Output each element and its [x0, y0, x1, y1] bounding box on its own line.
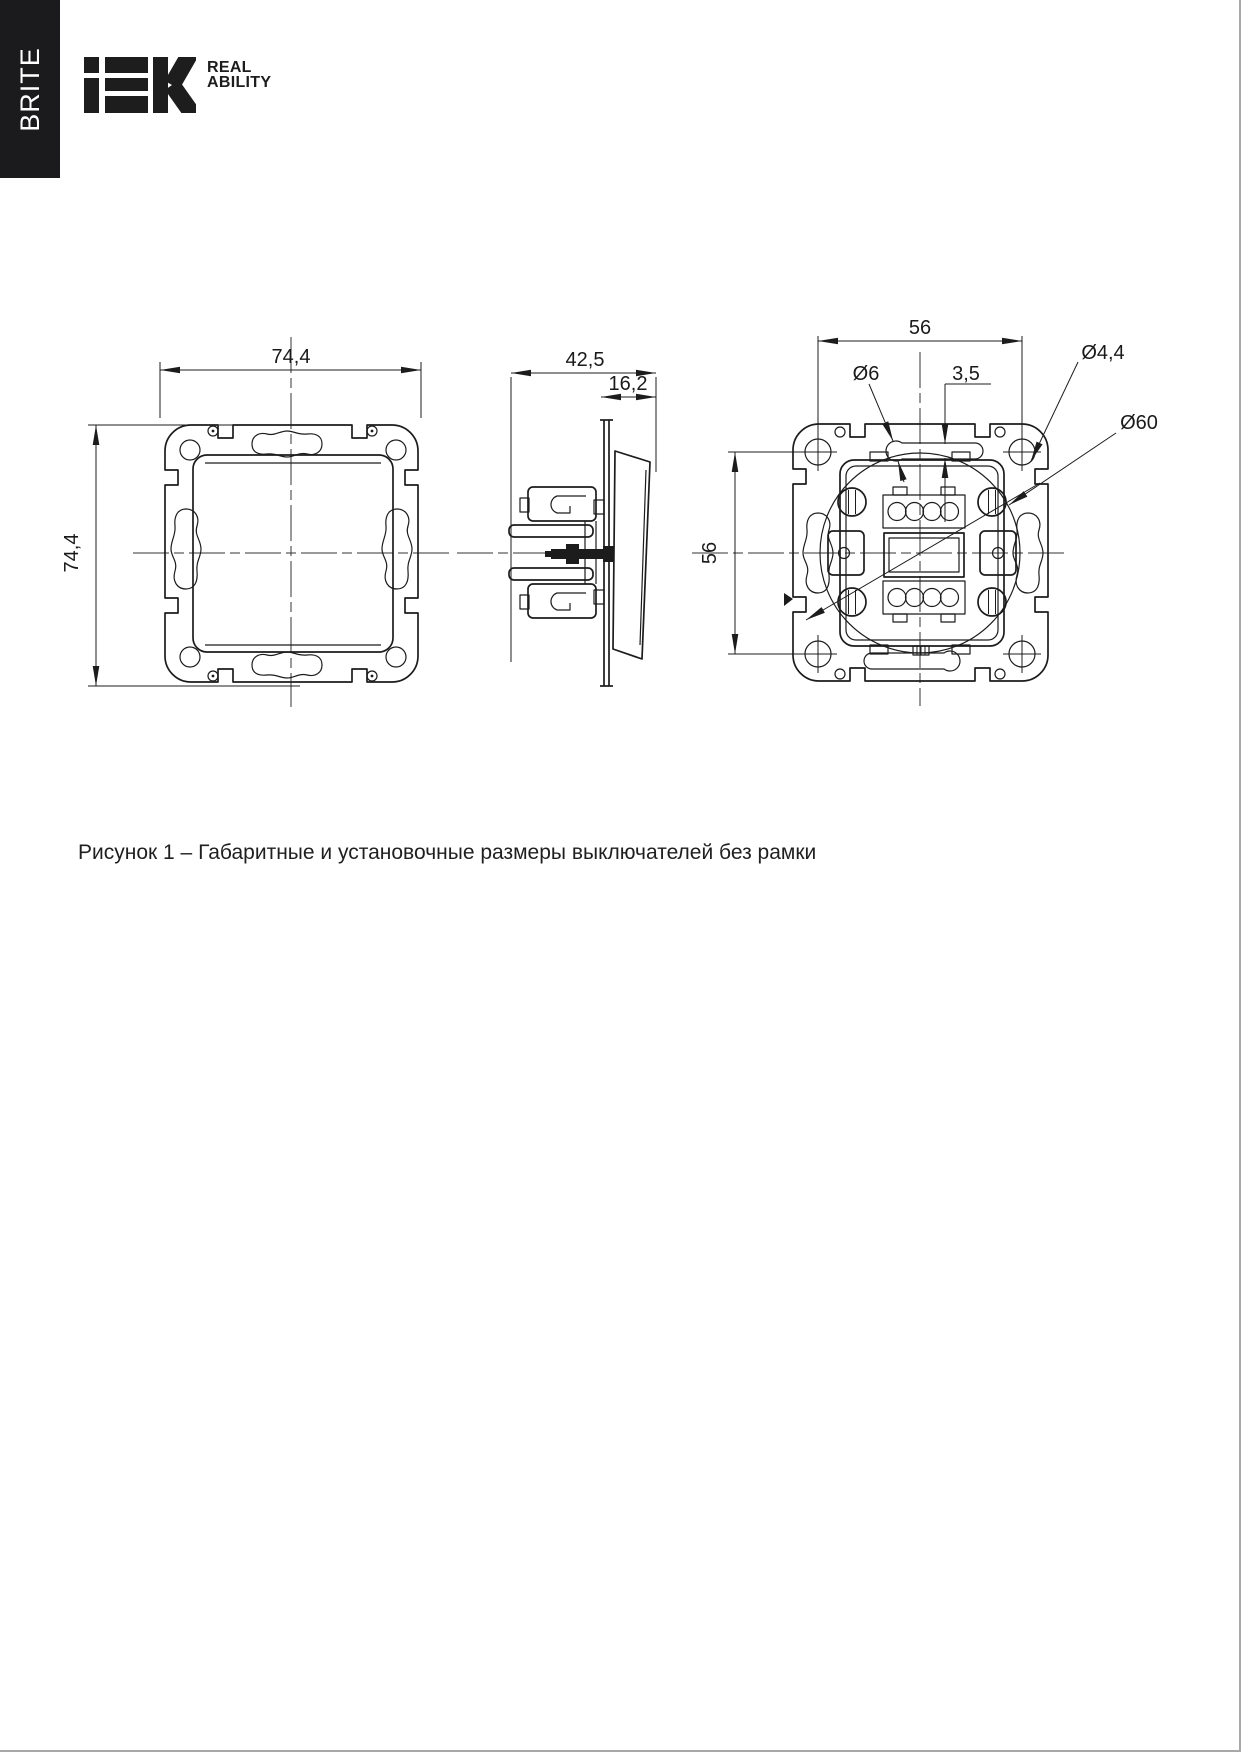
- back-screw-hole-label: Ø4,4: [1081, 342, 1125, 364]
- figure-caption: Рисунок 1 – Габаритные и установочные размеры выключателей без рамки: [78, 841, 817, 864]
- mechanism-central-window: [884, 533, 964, 577]
- back-hole-dia-callout: [853, 363, 904, 482]
- back-screw-hole-callout: [1031, 342, 1125, 461]
- front-height-label: 74,4: [61, 533, 83, 573]
- back-hole-dia-label: Ø6: [852, 363, 880, 385]
- header-logo-area: [84, 57, 404, 117]
- back-slot-width-label: 3,5: [952, 363, 980, 385]
- brite-series-banner: [0, 0, 60, 178]
- side-depth-dimension: [511, 349, 656, 662]
- side-lower-claw-arm: [509, 568, 593, 580]
- iek-logo-icon: [84, 57, 196, 113]
- side-upper-claw-arm: [509, 525, 593, 537]
- side-claw-screw: [545, 544, 614, 564]
- back-height-label: 56: [699, 541, 721, 565]
- wire-entry-holes: [883, 495, 965, 614]
- side-upper-claw: [520, 487, 596, 521]
- side-protrusion-dimension: [601, 373, 656, 397]
- back-mount-circle-label: Ø60: [1120, 412, 1158, 434]
- back-top-kidney-slot: [886, 441, 983, 461]
- side-view-drawing: [457, 349, 656, 686]
- logo-tagline-line1: REAL: [207, 59, 252, 76]
- back-view-drawing: [692, 317, 1158, 706]
- logo-tagline-line2: ABILITY: [207, 74, 272, 91]
- technical-drawing: [50, 280, 1200, 720]
- front-view-drawing: [61, 337, 452, 707]
- mechanism-bottom-tab: [913, 646, 929, 655]
- front-height-dimension: [61, 425, 345, 686]
- side-lower-claw: [520, 584, 596, 618]
- side-rocker-profile: [613, 451, 650, 659]
- side-protrusion-label: 16,2: [608, 373, 648, 395]
- plate-edge-mark: [784, 593, 793, 606]
- logo-tagline: [207, 60, 271, 90]
- back-width-label: 56: [908, 317, 932, 339]
- side-depth-label: 42,5: [565, 349, 605, 371]
- mechanism-central-window-inner: [889, 538, 959, 572]
- front-width-label: 74,4: [271, 346, 311, 368]
- brite-series-label: BRITE: [14, 46, 45, 132]
